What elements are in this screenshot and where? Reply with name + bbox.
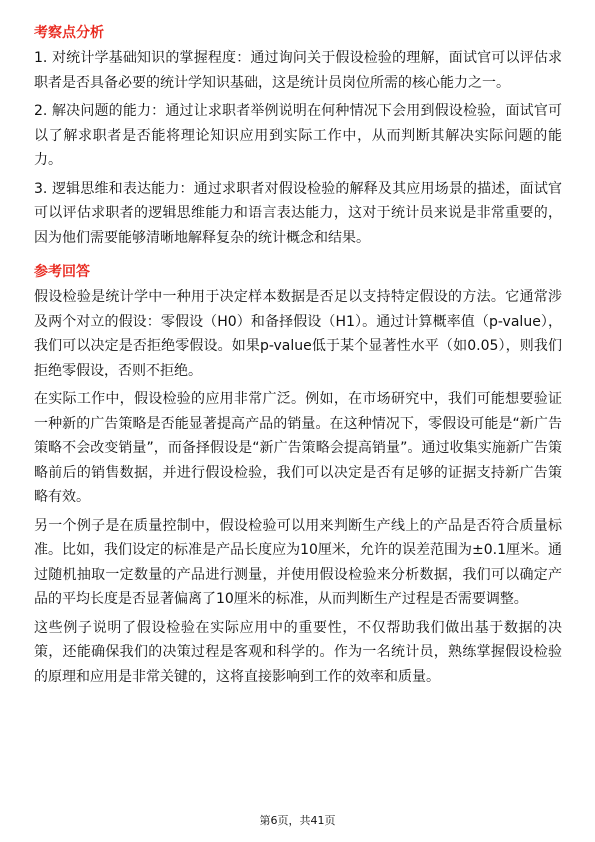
analysis-section-title: 考察点分析	[34, 25, 104, 41]
page-number-footer: 第6页，共41页	[259, 814, 336, 827]
section-spacer	[34, 254, 562, 261]
answer-section-title: 参考回答	[34, 264, 90, 280]
page-content	[34, 22, 562, 693]
analysis-item-3: 3. 逻辑思维和表达能力：通过求职者对假设检验的解释及其应用场景的描述，面试官可以评估求职者的逻辑思维能力和语言表达能力，这对于统计员来说是非常重要的，因为他们需要能够清晰地解释复杂的统计概念和结果。	[34, 180, 562, 246]
answer-paragraph-1: 假设检验是统计学中一种用于决定样本数据是否足以支持特定假设的方法。它通常涉及两个对立的假设：零假设（H0）和备择假设（H1）。通过计算概率值（p-value），我们可以决定是否拒绝零假设。如果p-value低于某个显著性水平（如0.05），则我们拒绝零假设，否则不拒绝。	[34, 289, 562, 379]
analysis-item-1: 1. 对统计学基础知识的掌握程度：通过询问关于假设检验的理解，面试官可以评估求职者是否具备必要的统计学知识基础，这是统计员岗位所需的核心能力之一。	[34, 50, 562, 91]
answer-paragraph-2: 在实际工作中，假设检验的应用非常广泛。例如，在市场研究中，我们可能想要验证一种新的广告策略是否能显著提高产品的销量。在这种情况下，零假设可能是“新广告策略不会改变销量”，而备择假设是“新广告策略会提高销量”。通过收集实施新广告策略前后的销售数据，并进行假设检验，我们可以决定是否有足够的证据支持新广告策略有效。	[34, 391, 562, 505]
answer-paragraph-4: 这些例子说明了假设检验在实际应用中的重要性，不仅帮助我们做出基于数据的决策，还能确保我们的决策过程是客观和科学的。作为一名统计员，熟练掌握假设检验的原理和应用是非常关键的，这将直接影响到工作的效率和质量。	[34, 619, 562, 685]
analysis-item-2: 2. 解决问题的能力：通过让求职者举例说明在何种情况下会用到假设检验，面试官可以了解求职者是否能将理论知识应用到实际工作中，从而判断其解决实际问题的能力。	[34, 103, 562, 168]
answer-paragraph-3: 另一个例子是在质量控制中，假设检验可以用来判断生产线上的产品是否符合质量标准。比如，我们设定的标准是产品长度应为10厘米，允许的误差范围为±0.1厘米。通过随机抽取一定数量的产品进行测量，并使用假设检验来分析数据，我们可以确定产品的平均长度是否显著偏离了10厘米的标准，从而判断生产过程是否需要调整。	[34, 517, 562, 607]
